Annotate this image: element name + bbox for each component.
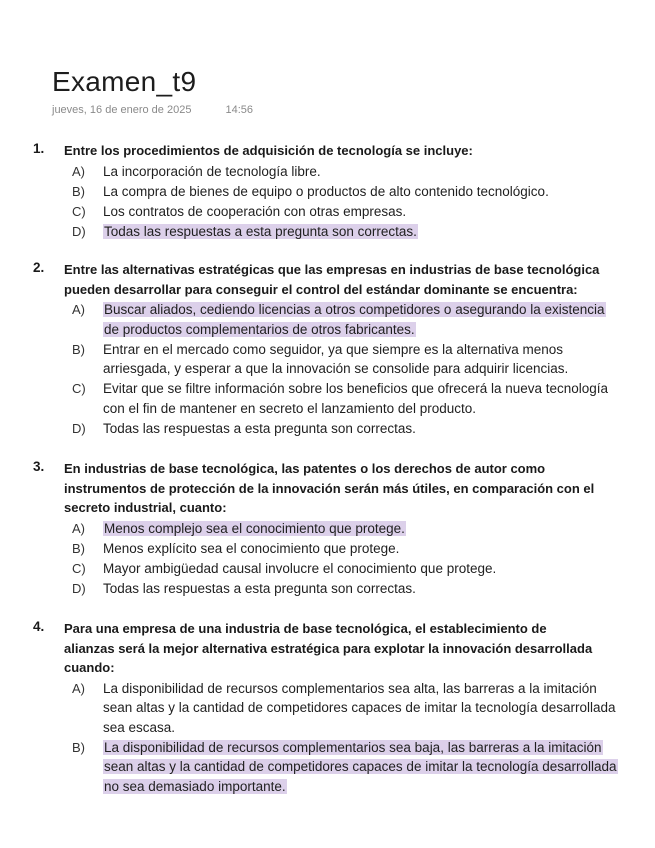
option-letter: B) <box>72 183 85 199</box>
option-text <box>103 559 496 579</box>
option-letter: A) <box>72 302 85 317</box>
page-title: Examen_t9 <box>52 66 197 97</box>
question-text <box>64 619 655 678</box>
option-text-line: Todas las respuestas a esta pregunta son correctas. <box>103 420 416 436</box>
question-text-line: secreto industrial, cuanto: <box>64 500 227 515</box>
highlighted-answer-line: Todas las respuestas a esta pregunta son correctas. <box>104 223 417 239</box>
highlighted-answer-line: sean altas y la cantidad de competidores capaces de imitar la tecnología desarrollada <box>104 759 617 774</box>
option-text-line: con el fin de mantener en secreto el lanzamiento del producto. <box>103 400 476 416</box>
option-text-line: La compra de bienes de equipo o productos de alto contenido tecnológico. <box>103 183 549 199</box>
page-date: jueves, 16 de enero de 2025 <box>52 104 192 116</box>
question-number: 4. <box>33 619 45 634</box>
page-meta <box>52 104 253 116</box>
option-text-line: Los contratos de cooperación con otras empresas. <box>103 203 407 219</box>
option-text <box>103 222 418 242</box>
option-text <box>103 679 616 738</box>
question-text-line: Para una empresa de una industria de base tecnológica, el establecimiento de <box>64 621 547 636</box>
option-letter: B) <box>72 739 85 755</box>
question-text-line: En industrias de base tecnológica, las patentes o los derechos de autor como <box>64 461 546 476</box>
option-letter: C) <box>72 381 86 396</box>
option-letter: D) <box>72 420 86 436</box>
option-letter: D) <box>72 223 86 239</box>
option-text <box>103 579 416 599</box>
question-number: 3. <box>33 459 45 474</box>
question-number: 2. <box>33 260 45 275</box>
option-text <box>103 300 606 339</box>
option-letter: A) <box>72 520 85 536</box>
option-text <box>103 419 416 439</box>
option-text <box>103 182 549 202</box>
option-text-line: sean altas y la cantidad de competidores capaces de imitar la tecnología desarrollada <box>103 700 616 715</box>
option-text <box>103 340 568 379</box>
option-text <box>103 738 618 797</box>
question-text-line: pueden desarrollar para conseguir el control del estándar dominante se encuentra: <box>64 281 578 297</box>
option-letter: A) <box>72 163 85 179</box>
option-letter: A) <box>72 680 85 696</box>
option-letter: B) <box>72 540 85 556</box>
option-text <box>103 162 321 182</box>
page-time: 14:56 <box>225 104 253 116</box>
option-letter: C) <box>72 203 86 219</box>
option-text-line: Entrar en el mercado como seguidor, ya que siempre es la alternativa menos <box>103 341 563 357</box>
option-text <box>103 379 608 418</box>
question-text-line: alianzas será la mejor alternativa estratégica para explotar la innovación desarrollada <box>64 640 593 656</box>
option-text-line: Menos explícito sea el conocimiento que protege. <box>103 540 400 556</box>
highlighted-answer-line: de productos complementarios de otros fabricantes. <box>104 321 415 337</box>
highlighted-answer-line: La disponibilidad de recursos complementarios sea baja, las barreras a la imitación <box>104 739 602 755</box>
option-letter: D) <box>72 580 86 596</box>
option-text-line: Mayor ambigüedad causal involucre el conocimiento que protege. <box>103 560 497 576</box>
highlighted-answer-line: Buscar aliados, cediendo licencias a otros competidores o asegurando la existencia <box>104 302 605 317</box>
question-text-line: cuando: <box>64 660 115 675</box>
option-text-line: Todas las respuestas a esta pregunta son correctas. <box>103 580 416 596</box>
option-text-line: arriesgada, y esperar a que la innovación se consolide para adquirir licencias. <box>103 361 569 376</box>
highlighted-answer-line: Menos complejo sea el conocimiento que protege. <box>104 520 405 536</box>
highlighted-answer-line: no sea demasiado importante. <box>104 778 286 794</box>
option-text-line: sea escasa. <box>103 719 176 735</box>
option-text <box>103 519 406 539</box>
question-text-line: instrumentos de protección de la innovación serán más útiles, en comparación con el <box>64 480 595 496</box>
question-text-line: Entre los procedimientos de adquisición de tecnología se incluye: <box>64 143 473 158</box>
option-letter: B) <box>72 341 85 357</box>
option-text-line: La incorporación de tecnología libre. <box>103 163 321 179</box>
question-number: 1. <box>33 141 45 156</box>
option-text-line: La disponibilidad de recursos complementarios sea alta, las barreras a la imitación <box>103 680 597 696</box>
option-letter: C) <box>72 560 86 576</box>
question-text-line: Entre las alternativas estratégicas que las empresas en industrias de base tecnológica <box>64 262 600 277</box>
option-text <box>103 539 399 559</box>
question-text <box>64 141 655 161</box>
option-text <box>103 202 406 222</box>
option-text-line: Evitar que se filtre información sobre los beneficios que ofrecerá la nueva tecnología <box>103 381 609 396</box>
question-text <box>64 260 655 299</box>
question-text <box>64 459 655 518</box>
